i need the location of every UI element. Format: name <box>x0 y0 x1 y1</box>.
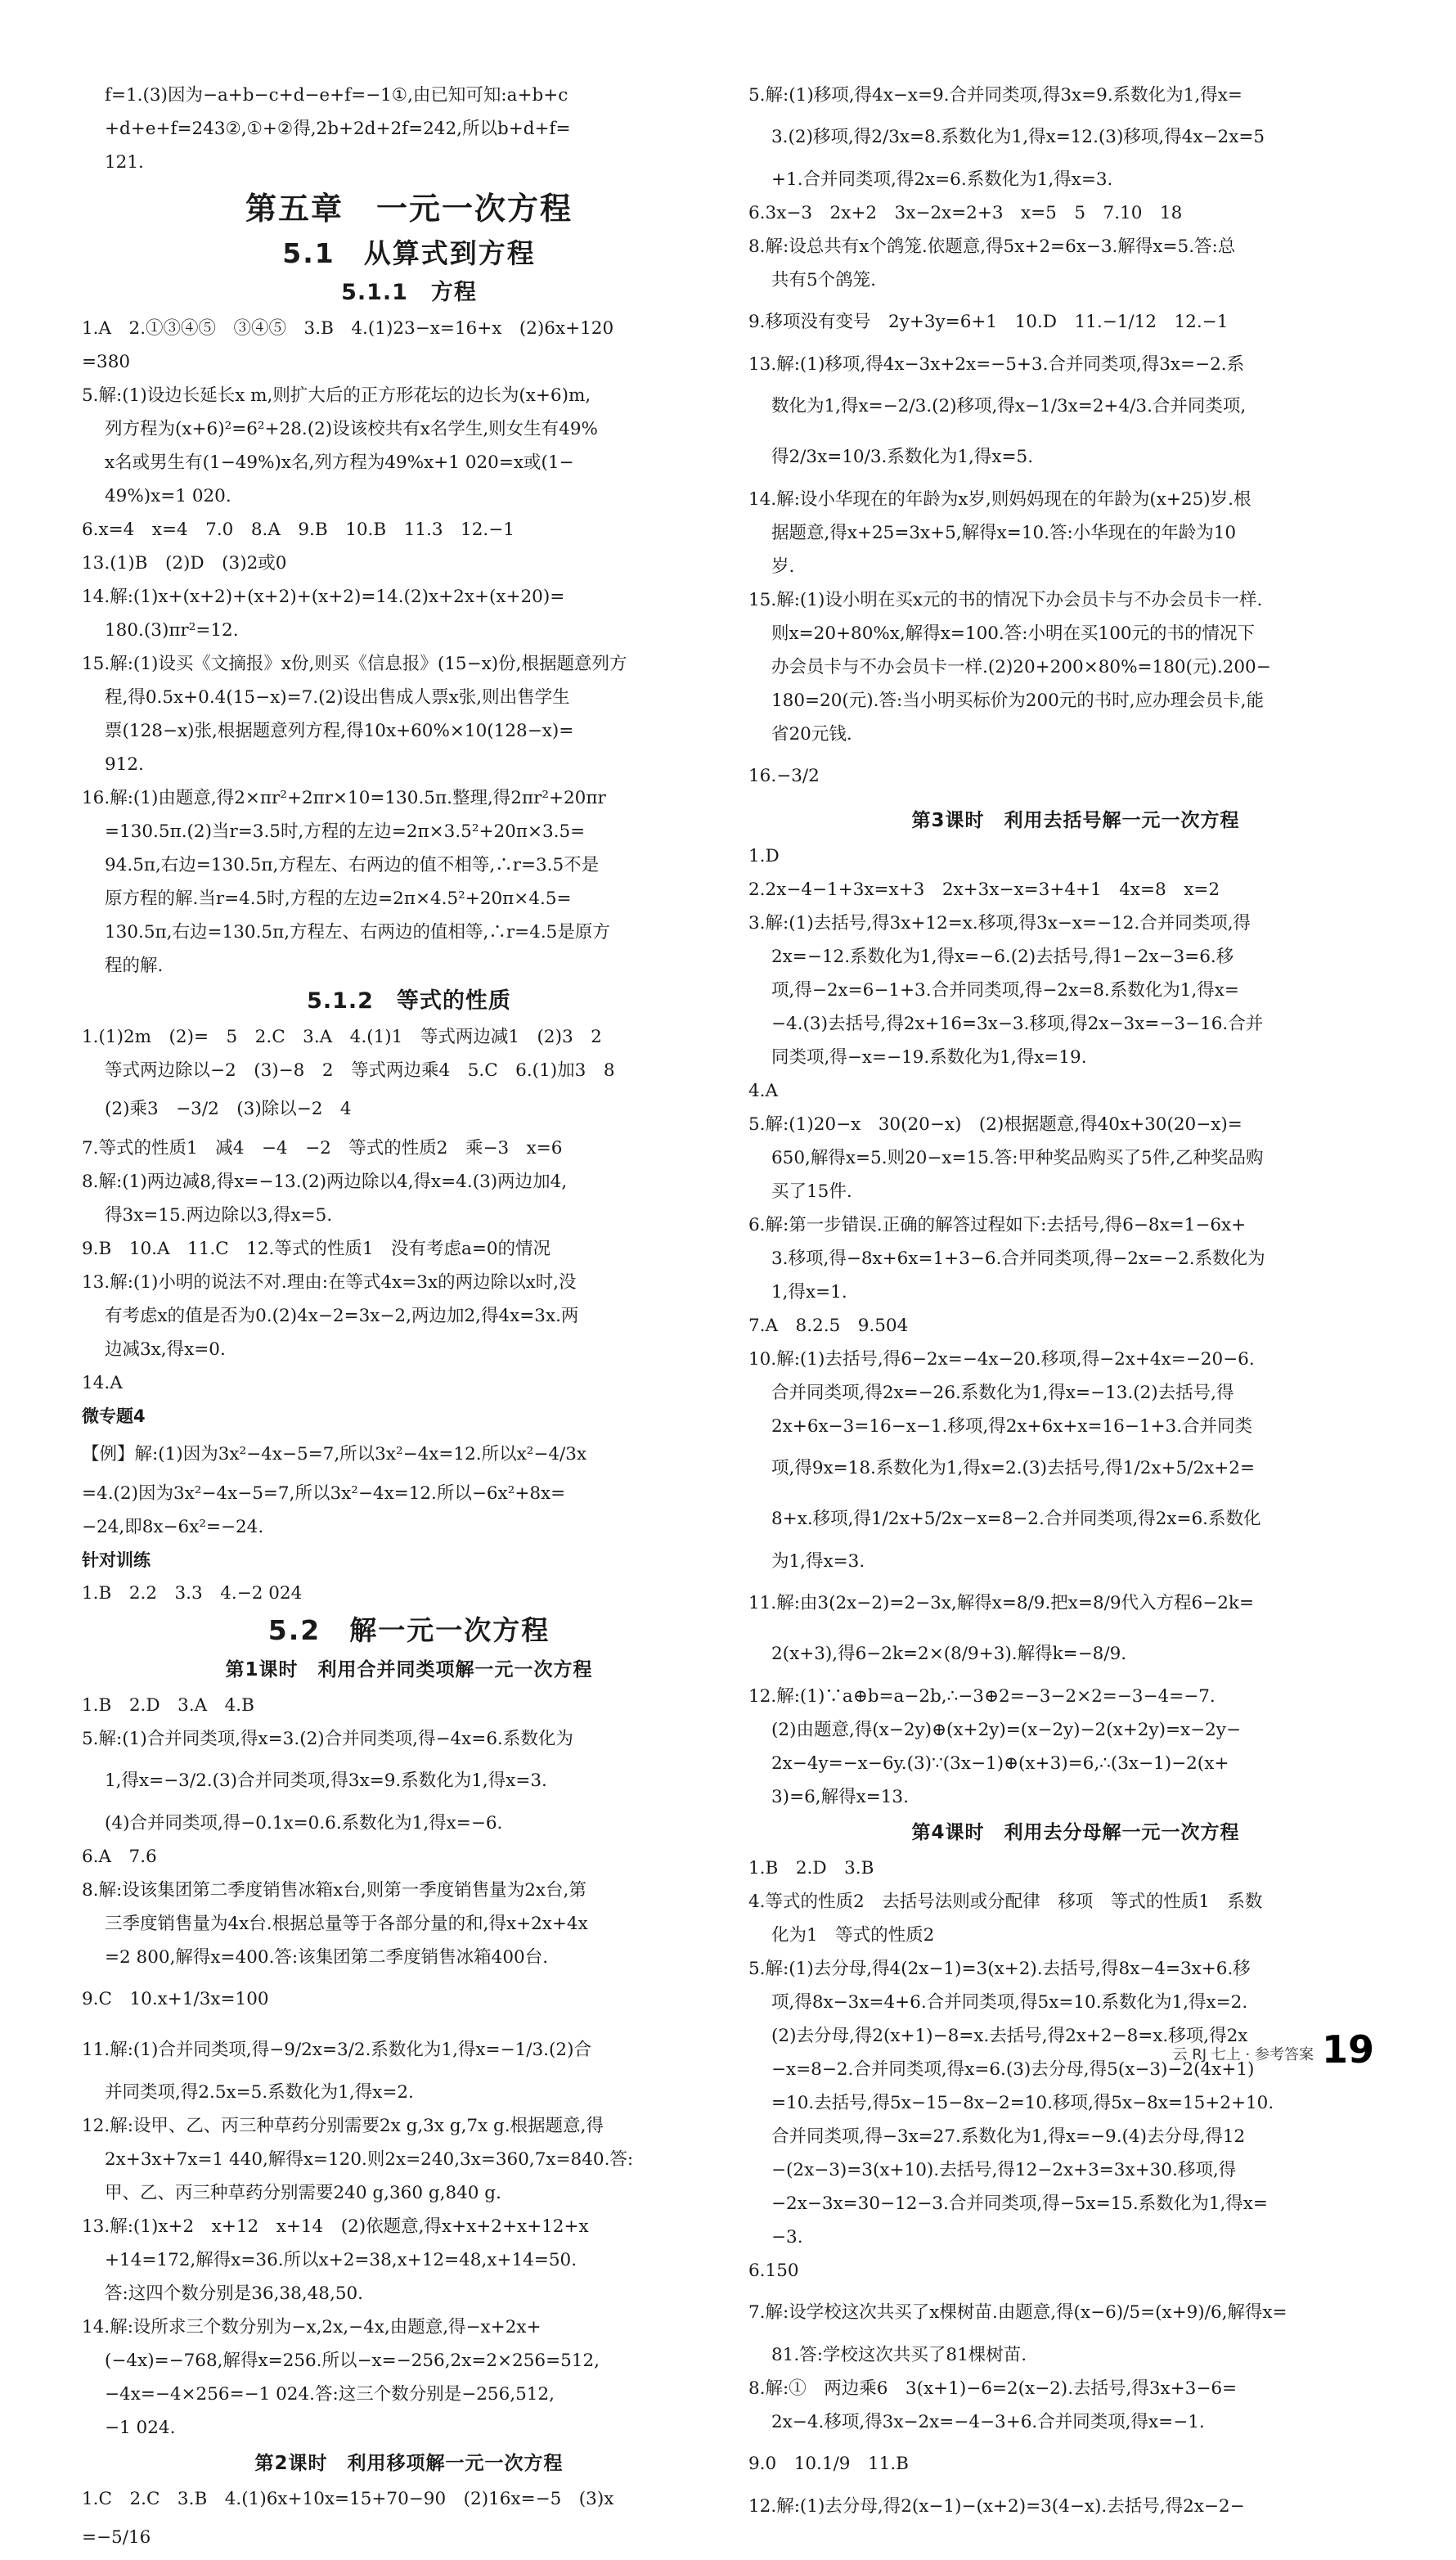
section-heading: 5.1.2 等式的性质 <box>307 988 511 1014</box>
answer-line: −3. <box>771 2227 803 2247</box>
answer-line: 1,得x=1. <box>771 1282 847 1302</box>
answer-line: (2)由题意,得(x−2y)⊕(x+2y)=(x−2y)−2(x+2y)=x−2y− <box>771 1720 1241 1740</box>
answer-line: 2x=−12.系数化为1,得x=−6.(2)去括号,得1−2x−3=6.移 <box>771 947 1234 967</box>
answer-line: 程,得0.5x+0.4(15−x)=7.(2)设出售成人票x张,则出售学生 <box>105 687 570 708</box>
answer-line: 5.解:(1)移项,得4x−x=9.合并同类项,得3x=9.系数化为1,得x= <box>748 85 1243 106</box>
answer-line: 办会员卡与不办会员卡一样.(2)20+200×80%=180(元).200− <box>771 657 1271 677</box>
answer-line: 8.解:(1)两边减8,得x=−13.(2)两边除以4,得x=4.(3)两边加4, <box>82 1172 568 1192</box>
right-column <box>748 79 1403 2523</box>
answer-line: −2x−3x=30−12−3.合并同类项,得−5x=15.系数化为1,得x= <box>771 2193 1268 2214</box>
answer-line: 1.D <box>748 846 780 866</box>
page-number: 19 <box>1321 2027 1374 2072</box>
answer-line: 6.解:第一步错误.正确的解答过程如下:去括号,得6−8x=1−6x+ <box>748 1215 1247 1235</box>
answer-line: 7.等式的性质1 减4 −4 −2 等式的性质2 乘−3 x=6 <box>82 1138 563 1159</box>
answer-line: 49%)x=1 020. <box>105 486 231 506</box>
answer-line: 岁. <box>771 556 795 577</box>
answer-line: 13.解:(1)移项,得4x−3x+2x=−5+3.合并同类项,得3x=−2.系 <box>748 354 1245 375</box>
answer-line: (2)去分母,得2(x+1)−8=x.去括号,得2x+2−8=x.移项,得2x <box>771 2026 1248 2046</box>
answer-line: 14.解:设小华现在的年龄为x岁,则妈妈现在的年龄为(x+25)岁.根 <box>748 489 1252 510</box>
answer-line: 12.解:设甲、乙、丙三种草药分别需要2x g,3x g,7x g.根据题意,得 <box>82 2116 604 2136</box>
answer-line: 2.2x−4−1+3x=x+3 2x+3x−x=3+4+1 4x=8 x=2 <box>748 880 1220 900</box>
answer-line: 121. <box>105 152 144 173</box>
answer-line: 买了15件. <box>771 1181 852 1202</box>
section-heading: 第4课时 利用去分母解一元一次方程 <box>911 1822 1240 1843</box>
answer-line: 2x−4y=−x−6y.(3)∵(3x−1)⊕(x+3)=6,∴(3x−1)−2(x+ <box>771 1753 1229 1774</box>
answer-line: 列方程为(x+6)²=6²+28.(2)设该校共有x名学生,则女生有49% <box>105 419 598 439</box>
answer-line: 14.解:(1)x+(x+2)+(x+2)+(x+2)=14.(2)x+2x+(x+20)= <box>82 587 565 607</box>
answer-line: 6.A 7.6 <box>82 1847 157 1867</box>
section-heading: 5.1 从算式到方程 <box>282 237 536 269</box>
answer-line: +14=172,解得x=36.所以x+2=38,x+12=48,x+14=50. <box>105 2250 577 2270</box>
answer-line: 12.解:(1)去分母,得2(x−1)−(x+2)=3(4−x).去括号,得2x−2− <box>748 2496 1245 2517</box>
answer-line: 7.解:设学校这次共买了x棵树苗.由题意,得(x−6)/5=(x+9)/6,解得x= <box>748 2302 1287 2323</box>
answer-line: 1.A 2.①③④⑤ ③④⑤ 3.B 4.(1)23−x=16+x (2)6x+120 <box>82 318 614 339</box>
answer-line: 2(x+3),得6−2k=2×(8/9+3).解得k=−8/9. <box>771 1644 1127 1664</box>
answer-line: 15.解:(1)设小明在买x元的书的情况下办会员卡与不办会员卡一样. <box>748 590 1263 610</box>
answer-line: 1.B 2.2 3.3 4.−2 024 <box>82 1583 303 1604</box>
left-column <box>82 79 736 2560</box>
answer-line: 1.(1)2m (2)= 5 2.C 3.A 4.(1)1 等式两边减1 (2)3 2 <box>82 1027 602 1047</box>
answer-line: 1.B 2.D 3.B <box>748 1858 874 1878</box>
answer-line: 180=20(元).答:当小明买标价为200元的书时,应办理会员卡,能 <box>771 691 1264 711</box>
answer-line: 10.解:(1)去括号,得6−2x=−4x−20.移项,得−2x+4x=−20−6. <box>748 1349 1255 1370</box>
answer-line: 合并同类项,得−3x=27.系数化为1,得x=−9.(4)去分母,得12 <box>771 2126 1246 2147</box>
answer-line: 8.解:设该集团第二季度销售冰箱x台,则第一季度销售量为2x台,第 <box>82 1880 586 1901</box>
answer-line: 边减3x,得x=0. <box>105 1339 226 1360</box>
answer-line: 3.移项,得−8x+6x=1+3−6.合并同类项,得−2x=−2.系数化为 <box>771 1249 1265 1269</box>
answer-line: 同类项,得−x=−19.系数化为1,得x=19. <box>771 1047 1087 1068</box>
answer-line: 8.解:① 两边乘6 3(x+1)−6=2(x−2).去括号,得3x+3−6= <box>748 2378 1238 2399</box>
answer-line: 1.B 2.D 3.A 4.B <box>82 1695 254 1716</box>
answer-line: 化为1 等式的性质2 <box>771 1925 935 1946</box>
section-heading: 5.2 解一元一次方程 <box>267 1614 550 1646</box>
answer-line: 7.A 8.2.5 9.504 <box>748 1316 909 1336</box>
book-label: 云 RJ 七上 · 参考答案 <box>1172 2046 1314 2063</box>
answer-line: 14.解:设所求三个数分别为−x,2x,−4x,由题意,得−x+2x+ <box>82 2317 542 2337</box>
answer-line: 13.(1)B (2)D (3)2或0 <box>82 553 287 574</box>
answer-line: −4x=−4×256=−1 024.答:这三个数分别是−256,512, <box>105 2384 555 2405</box>
answer-line: 数化为1,得x=−2/3.(2)移项,得x−1/3x=2+4/3.合并同类项, <box>771 396 1247 416</box>
answer-line: f=1.(3)因为−a+b−c+d−e+f=−1①,由已知可知:a+b+c <box>105 85 568 106</box>
answer-line: 5.解:(1)合并同类项,得x=3.(2)合并同类项,得−4x=6.系数化为 <box>82 1729 573 1749</box>
answer-line: 94.5π,右边=130.5π,方程左、右两边的值不相等,∴r=3.5不是 <box>105 855 600 875</box>
answer-line: 据题意,得x+25=3x+5,解得x=10.答:小华现在的年龄为10 <box>771 523 1237 543</box>
answer-line: −4.(3)去括号,得2x+16=3x−3.移项,得2x−3x=−3−16.合并 <box>771 1014 1264 1034</box>
answer-line: 12.解:(1)∵a⊕b=a−2b,∴−3⊕2=−3−2×2=−3−4=−7. <box>748 1686 1216 1707</box>
answer-line: 得3x=15.两边除以3,得x=5. <box>105 1205 333 1226</box>
answer-line: +d+e+f=243②,①+②得,2b+2d+2f=242,所以b+d+f= <box>105 119 571 139</box>
answer-line: 三季度销售量为4x台.根据总量等于各部分量的和,得x+2x+4x <box>105 1914 588 1934</box>
answer-line: 4.A <box>748 1081 779 1101</box>
answer-line: 81.答:学校这次共买了81棵树苗. <box>771 2345 1027 2365</box>
answer-line: =−5/16 <box>82 2527 151 2548</box>
answer-line: 并同类项,得2.5x=5.系数化为1,得x=2. <box>105 2082 414 2103</box>
answer-line: 答:这四个数分别是36,38,48,50. <box>105 2283 364 2304</box>
answer-line: 3)=6,解得x=13. <box>771 1787 909 1807</box>
answer-line: 2x−4.移项,得3x−2x=−4−3+6.合并同类项,得x=−1. <box>771 2412 1205 2432</box>
section-heading: 第2课时 利用移项解一元一次方程 <box>254 2453 564 2474</box>
answer-line: 3.(2)移项,得2/3x=8.系数化为1,得x=12.(3)移项,得4x−2x=5 <box>771 127 1265 147</box>
answer-line: 650,解得x=5.则20−x=15.答:甲种奖品购买了5件,乙种奖品购 <box>771 1148 1264 1168</box>
answer-line: −1 024. <box>105 2418 176 2438</box>
answer-line: 1.C 2.C 3.B 4.(1)6x+10x=15+70−90 (2)16x=−5 (3)x <box>82 2489 614 2509</box>
answer-line: 省20元钱. <box>771 724 852 745</box>
answer-line: 8+x.移项,得1/2x+5/2x−x=8−2.合并同类项,得2x=6.系数化 <box>771 1509 1261 1529</box>
answer-line: −(2x−3)=3(x+10).去括号,得12−2x+3=3x+30.移项,得 <box>771 2160 1237 2180</box>
section-heading: 5.1.1 方程 <box>341 280 477 305</box>
answer-line: 6.x=4 x=4 7.0 8.A 9.B 10.B 11.3 12.−1 <box>82 520 515 540</box>
answer-line: +1.合并同类项,得2x=6.系数化为1,得x=3. <box>771 169 1113 190</box>
answer-line: 9.移项没有变号 2y+3y=6+1 10.D 11.−1/12 12.−1 <box>748 312 1229 332</box>
answer-line: 2x+3x+7x=1 440,解得x=120.则2x=240,3x=360,7x=840.答: <box>105 2149 634 2170</box>
section-heading: 第1课时 利用合并同类项解一元一次方程 <box>225 1659 593 1680</box>
answer-line: 程的解. <box>105 956 164 976</box>
section-heading: 针对训练 <box>82 1550 151 1570</box>
answer-line: 8.解:设总共有x个鸽笼.依题意,得5x+2=6x−3.解得x=5.答:总 <box>748 236 1236 257</box>
answer-line: 2x+6x−3=16−x−1.移项,得2x+6x+x=16−1+3.合并同类 <box>771 1416 1253 1437</box>
answer-line: −24,即8x−6x²=−24. <box>82 1517 264 1537</box>
page-footer <box>1172 2027 1374 2072</box>
answer-line: 等式两边除以−2 (3)−8 2 等式两边乘4 5.C 6.(1)加3 8 <box>105 1060 615 1081</box>
answer-line: 11.解:(1)合并同类项,得−9/2x=3/2.系数化为1,得x=−1/3.(2)合 <box>82 2040 591 2060</box>
answer-line: =380 <box>82 352 131 372</box>
answer-line: 项,得9x=18.系数化为1,得x=2.(3)去括号,得1/2x+5/2x+2= <box>771 1458 1255 1478</box>
answer-line: (4)合并同类项,得−0.1x=0.6.系数化为1,得x=−6. <box>105 1813 503 1833</box>
answer-line: 甲、乙、丙三种草药分别需要240 g,360 g,840 g. <box>105 2183 501 2203</box>
answer-line: 13.解:(1)x+2 x+12 x+14 (2)依题意,得x+x+2+x+12+x <box>82 2216 589 2237</box>
answer-line: 9.C 10.x+1/3x=100 <box>82 1989 269 2009</box>
answer-line: 11.解:由3(2x−2)=2−3x,解得x=8/9.把x=8/9代入方程6−2k= <box>748 1593 1254 1613</box>
answer-line: =10.去括号,得5x−15−8x−2=10.移项,得5x−8x=15+2+10. <box>771 2093 1274 2113</box>
answer-line: 4.等式的性质2 去括号法则或分配律 移项 等式的性质1 系数 <box>748 1892 1263 1912</box>
answer-line: 则x=20+80%x,解得x=100.答:小明在买100元的书的情况下 <box>771 623 1256 644</box>
answer-line: =2 800,解得x=400.答:该集团第二季度销售冰箱400台. <box>105 1947 549 1968</box>
answer-line: 180.(3)πr²=12. <box>105 620 239 641</box>
answer-line: =130.5π.(2)当r=3.5时,方程的左边=2π×3.5²+20π×3.5= <box>105 821 586 842</box>
answer-line: 项,得−2x=6−1+3.合并同类项,得−2x=8.系数化为1,得x= <box>771 980 1239 1001</box>
section-heading: 微专题4 <box>82 1406 146 1426</box>
answer-line: =4.(2)因为3x²−4x−5=7,所以3x²−4x=12.所以−6x²+8x= <box>82 1483 566 1504</box>
answer-line: 1,得x=−3/2.(3)合并同类项,得3x=9.系数化为1,得x=3. <box>105 1770 547 1791</box>
answer-line: 130.5π,右边=130.5π,方程左、右两边的值相等,∴r=4.5是原方 <box>105 922 610 943</box>
answer-line: 5.解:(1)去分母,得4(2x−1)=3(x+2).去括号,得8x−4=3x+6.移 <box>748 1959 1251 1979</box>
answer-line: 项,得8x−3x=4+6.合并同类项,得5x=10.系数化为1,得x=2. <box>771 1992 1248 2013</box>
answer-line: (2)乘3 −3/2 (3)除以−2 4 <box>105 1099 352 1119</box>
answer-line: x名或男生有(1−49%)x名,列方程为49%x+1 020=x或(1− <box>105 452 574 473</box>
answer-line: 16.−3/2 <box>748 766 820 786</box>
answer-line: (−4x)=−768,解得x=256.所以−x=−256,2x=2×256=512, <box>105 2351 600 2371</box>
section-heading: 第五章 一元一次方程 <box>245 191 573 227</box>
answer-line: −x=8−2.合并同类项,得x=6.(3)去分母,得5(x−3)−2(4x+1) <box>771 2059 1255 2080</box>
answer-line: 【例】解:(1)因为3x²−4x−5=7,所以3x²−4x=12.所以x²−4/3x <box>82 1444 587 1464</box>
answer-line: 得2/3x=10/3.系数化为1,得x=5. <box>771 447 1034 467</box>
answer-line: 有考虑x的值是否为0.(2)4x−2=3x−2,两边加2,得4x=3x.两 <box>105 1306 579 1326</box>
answer-line: 3.解:(1)去括号,得3x+12=x.移项,得3x−x=−12.合并同类项,得 <box>748 913 1252 934</box>
answer-line: 9.0 10.1/9 11.B <box>748 2454 909 2474</box>
answer-line: 16.解:(1)由题意,得2×πr²+2πr×10=130.5π.整理,得2πr²+20πr <box>82 788 606 808</box>
answer-line: 13.解:(1)小明的说法不对.理由:在等式4x=3x的两边除以x时,没 <box>82 1272 577 1293</box>
answer-line: 共有5个鸽笼. <box>771 270 877 290</box>
answer-line: 6.150 <box>748 2261 799 2281</box>
answer-line: 原方程的解.当r=4.5时,方程的左边=2π×4.5²+20π×4.5= <box>105 889 572 909</box>
answer-line: 15.解:(1)设买《文摘报》x份,则买《信息报》(15−x)份,根据题意列方 <box>82 654 627 674</box>
answer-line: 5.解:(1)设边长延长x m,则扩大后的正方形花坛的边长为(x+6)m, <box>82 385 591 406</box>
answer-line: 为1,得x=3. <box>771 1551 865 1572</box>
answer-line: 9.B 10.A 11.C 12.等式的性质1 没有考虑a=0的情况 <box>82 1239 551 1259</box>
section-heading: 第3课时 利用去括号解一元一次方程 <box>911 810 1240 831</box>
answer-line: 6.3x−3 2x+2 3x−2x=2+3 x=5 5 7.10 18 <box>748 203 1183 223</box>
answer-line: 票(128−x)张,根据题意列方程,得10x+60%×10(128−x)= <box>105 721 574 741</box>
answer-line: 合并同类项,得2x=−26.系数化为1,得x=−13.(2)去括号,得 <box>771 1383 1234 1403</box>
answer-line: 912. <box>105 754 144 775</box>
answer-line: 5.解:(1)20−x 30(20−x) (2)根据题意,得40x+30(20−x)= <box>748 1114 1243 1135</box>
answer-line: 14.A <box>82 1373 123 1393</box>
